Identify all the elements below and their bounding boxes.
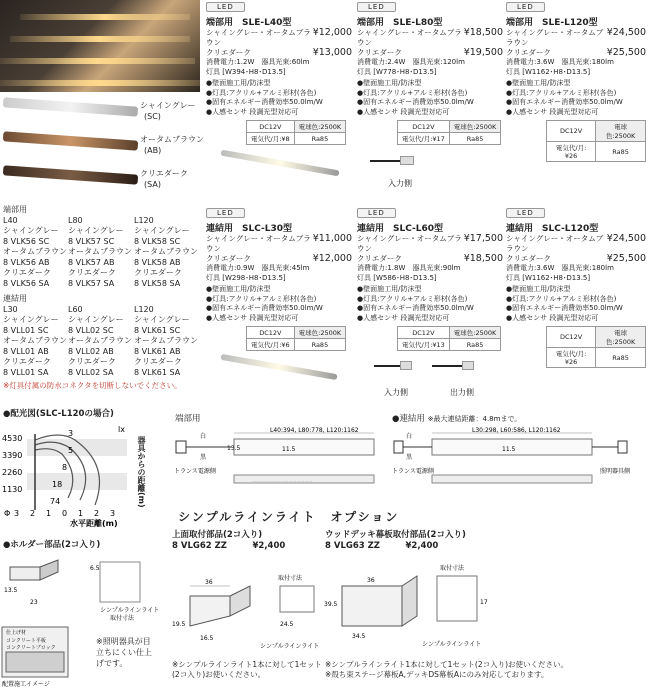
connector-pair-image	[372, 355, 502, 400]
val-4: 74	[50, 497, 61, 506]
product-photo-steps	[0, 0, 200, 92]
val-1: 5	[68, 446, 74, 455]
spec-power: 消費電力:2.4W 器具光束:120lm	[357, 58, 465, 66]
price-label: シャイングレー・オータムブラウン	[206, 28, 311, 47]
y-label-2: 2260	[2, 468, 23, 477]
svg-text:シンプルラインライト: シンプルラインライト	[100, 607, 160, 614]
svg-text:コンクリート平板: コンクリート平板	[6, 638, 46, 644]
svg-text:シンプルラインライト: シンプルラインライト	[260, 643, 320, 650]
product-sle-l40	[206, 2, 352, 145]
led-tag: LED	[357, 2, 396, 12]
led-tag: LED	[506, 208, 545, 218]
price: ¥19,500	[463, 47, 503, 58]
price-label: シャイングレー・オータムブラウン	[357, 28, 462, 47]
led-tag: LED	[206, 208, 245, 218]
top-mount-bracket-drawing	[170, 556, 325, 656]
svg-text:13.5: 13.5	[227, 445, 241, 452]
price-label: クリエダーク	[506, 48, 551, 57]
input-side-label: 入力側	[384, 388, 408, 397]
price: ¥18,500	[463, 253, 503, 264]
svg-text:1: 1	[78, 509, 84, 518]
spec-power: 消費電力:3.6W 器具光束:180lm	[506, 58, 614, 66]
svg-text:3: 3	[110, 509, 116, 518]
product-slc-l30	[206, 208, 352, 351]
output-side-label: 出力側	[450, 388, 474, 397]
price-label: シャイングレー・オータムブラウン	[206, 234, 311, 253]
lux-label: lx	[118, 425, 125, 434]
price-label: クリエダーク	[206, 48, 251, 57]
y-label-1: 3390	[2, 451, 23, 460]
svg-text:16.5: 16.5	[200, 635, 214, 642]
price-label: クリエダーク	[206, 254, 251, 263]
svg-text:36: 36	[367, 577, 375, 584]
strip-sc-image	[3, 97, 138, 116]
product-title: 端部用 SLE-L120型	[506, 18, 598, 28]
svg-text:24.5: 24.5	[280, 621, 294, 628]
strip-light-image-link	[215, 350, 345, 390]
price-label: クリエダーク	[506, 254, 551, 263]
sku-block-l80: L80 シャイングレー 8 VLK57 SC オータムブラウン 8 VLK57 AB クリエダーク 8 VLK57 SA	[68, 215, 132, 288]
y-axis-label: 器具からの距離(m)	[137, 436, 146, 508]
spec-table: DC12V 電球色:2500K 電気代/月:¥6 Ra85	[246, 326, 346, 351]
svg-text:配置施工イメージ: 配置施工イメージ	[2, 681, 50, 688]
spec-size: 灯具 [W1162･H8･D13.5]	[506, 67, 591, 76]
spec-size: 灯具 [W586･H8･D13.5]	[357, 273, 437, 282]
svg-text:取付寸法: 取付寸法	[110, 615, 135, 622]
sku-block-l30: 連結用 L30 シャイングレー 8 VLL01 SC オータムブラウン 8 VLL01 AB クリエダーク 8 VLL01 SA	[3, 294, 67, 377]
svg-text:L30:298, L60:586, L120:1162: L30:298, L60:586, L120:1162	[472, 427, 561, 434]
product-slc-l120	[506, 208, 646, 368]
spec-power: 消費電力:3.6W 器具光束:180lm	[506, 264, 614, 272]
svg-text:19.5: 19.5	[172, 621, 186, 628]
svg-text:黒: 黒	[200, 454, 207, 461]
svg-text:2: 2	[94, 509, 100, 518]
options-header: シンプルラインライト オプション	[178, 510, 400, 524]
svg-text:白: 白	[200, 433, 207, 440]
y-label-3: 1130	[2, 485, 23, 494]
sku-block-l40: 端部用 L40 シャイングレー 8 VLK56 SC オータムブラウン 8 VLK56 AB クリエダーク 8 VLK56 SA	[3, 205, 67, 288]
feature-list: ●壁面施工用/防沫型 ●灯具:アクリル+アルミ形材(各色) ●固有エネルギー消費効率50.0lm/W ●人感センサ 段調光型対応可	[357, 285, 474, 322]
finish-ab: オータムブラウン (AB)	[140, 135, 204, 155]
price-label: シャイングレー・オータムブラウン	[506, 234, 604, 253]
end-dimension-drawing	[172, 425, 387, 495]
feature-list: ●壁面施工用/防沫型 ●灯具:アクリル+アルミ形材(各色) ●固有エネルギー消費効率50.0lm/W ●人感センサ 段調光型対応可	[506, 285, 623, 322]
product-title: 連結用 SLC-L30型	[206, 224, 293, 234]
price: ¥24,500	[606, 27, 646, 38]
option-note-2: ※シンプルラインライト1本に対して1セット(2コ入り)お使いください。 ※殻ち束ステージ幕板A,デッキDS幕板Aにのみ対応しております。	[325, 660, 569, 679]
connector-warning: ※灯具付属の防水コネクタを切断しないでください。	[3, 381, 182, 390]
val-0: 3	[68, 429, 74, 438]
svg-text:取付寸法: 取付寸法	[278, 575, 303, 582]
spec-power: 消費電力:0.9W 器具光束:45lm	[206, 264, 310, 272]
spec-size: 灯具 [W778･H8･D13.5]	[357, 67, 437, 76]
price-label: シャイングレー・オータムブラウン	[357, 234, 462, 253]
svg-text:トランス電源側: トランス電源側	[174, 468, 216, 475]
product-sle-l80	[357, 2, 503, 145]
holder-drawing	[0, 552, 165, 692]
price: ¥25,500	[606, 47, 646, 58]
spec-table: DC12V 電球色:2500K 電気代/月:¥8 Ra85	[246, 120, 346, 145]
spec-table: DC12V 電球色:2500K 電気代/月:¥26 Ra85	[546, 120, 646, 162]
option-item-1: 上面取付部品(2コ入り) 8 VLG62 ZZ ¥2,400	[172, 530, 286, 551]
phi-label: Φ	[4, 509, 11, 518]
led-tag: LED	[506, 2, 545, 12]
svg-text:0: 0	[62, 509, 68, 518]
led-tag: LED	[206, 2, 245, 12]
price: ¥12,000	[312, 27, 352, 38]
finish-sc: シャイングレー (SC)	[140, 101, 196, 121]
svg-text:白: 白	[406, 433, 413, 440]
val-3: 18	[52, 480, 63, 489]
product-sle-l120	[506, 2, 646, 162]
x-axis-label: 水平距離(m)	[70, 519, 118, 528]
price: ¥25,500	[606, 253, 646, 264]
spec-power: 消費電力:1.2W 器具光束:60lm	[206, 58, 310, 66]
price-label: シャイングレー・オータムブラウン	[506, 28, 604, 47]
light-dist-title: ●配光図(SLC-L120の場合)	[3, 409, 114, 419]
svg-text:黒: 黒	[406, 454, 413, 461]
deck-mount-bracket-drawing	[322, 556, 492, 656]
sku-block-l120-link: L120 シャイングレー 8 VLK61 SC オータムブラウン 8 VLK61 AB クリエダーク 8 VLK61 SA	[134, 304, 198, 377]
connector-image	[368, 150, 438, 192]
svg-text:13.5: 13.5	[4, 587, 18, 594]
svg-text:11.5: 11.5	[502, 446, 516, 453]
svg-text:1: 1	[46, 509, 52, 518]
link-diagram-title: ●連結用 ※最大連結距離：4.8mまで。	[392, 414, 522, 424]
svg-text:39.5: 39.5	[324, 601, 338, 608]
product-title: 連結用 SLC-L120型	[506, 224, 599, 234]
end-dims: L40:394, L80:778, L120:1162	[270, 427, 359, 434]
feature-list: ●壁面施工用/防沫型 ●灯具:アクリル+アルミ形材(各色) ●固有エネルギー消費効率50.0lm/W ●人感センサ 段調光型対応可	[357, 79, 474, 116]
price: ¥11,000	[312, 233, 352, 244]
product-title: 端部用 SLE-L80型	[357, 18, 443, 28]
spec-table: DC12V 電球色:2500K 電気代/月:¥13 Ra85	[397, 326, 501, 351]
svg-text:コンクリートブロック: コンクリートブロック	[6, 645, 56, 651]
holder-note: ※照明器具が目立ちにくい仕上げです。	[96, 637, 152, 668]
svg-text:17: 17	[480, 599, 488, 606]
svg-text:トランス電源側: トランス電源側	[392, 468, 434, 475]
y-label-0: 4530	[2, 434, 23, 443]
svg-text:6.5: 6.5	[90, 565, 100, 572]
svg-text:照明器具側: 照明器具側	[600, 468, 631, 475]
led-tag: LED	[357, 208, 396, 218]
svg-text:36: 36	[205, 579, 213, 586]
spec-table: DC12V 電球色:2500K 電気代/月:¥17 Ra85	[397, 120, 501, 145]
holder-title: ●ホルダー部品(2コ入り)	[3, 540, 101, 550]
product-slc-l60	[357, 208, 503, 351]
end-diagram-title: 端部用	[175, 414, 201, 424]
spec-size: 灯具 [W394･H8･D13.5]	[206, 67, 286, 76]
svg-text:11.5: 11.5	[282, 446, 296, 453]
sku-block-l120-end: L120 シャイングレー 8 VLK58 SC オータムブラウン 8 VLK58 AB クリエダーク 8 VLK58 SA	[134, 215, 198, 288]
spec-power: 消費電力:1.8W 器具光束:90lm	[357, 264, 461, 272]
price: ¥18,500	[463, 27, 503, 38]
strip-ab-image	[3, 131, 138, 150]
price: ¥13,000	[312, 47, 352, 58]
price: ¥17,500	[463, 233, 503, 244]
svg-text:2: 2	[30, 509, 36, 518]
product-title: 端部用 SLE-L40型	[206, 18, 292, 28]
svg-text:23: 23	[30, 599, 38, 606]
spec-size: 灯具 [W298･H8･D13.5]	[206, 273, 286, 282]
strip-light-image	[215, 148, 345, 188]
spec-size: 灯具 [W1162･H8･D13.5]	[506, 273, 591, 282]
sku-block-l60: L60 シャイングレー 8 VLL02 SC オータムブラウン 8 VLL02 AB クリエダーク 8 VLL02 SA	[68, 304, 132, 377]
feature-list: ●壁面施工用/防沫型 ●灯具:アクリル+アルミ形材(各色) ●固有エネルギー消費効率50.0lm/W ●人感センサ 段調光型対応可	[206, 79, 323, 116]
strip-sa-image	[3, 165, 138, 184]
svg-text:仕上げ材: 仕上げ材	[6, 630, 27, 636]
svg-text:34.5: 34.5	[352, 633, 366, 640]
finish-sa: クリエダーク (SA)	[140, 169, 188, 189]
svg-text:シンプルラインライト: シンプルラインライト	[422, 641, 482, 648]
option-note-1: ※シンプルラインライト1本に対して1セット(2コ入り)お使いください。	[172, 660, 322, 679]
price: ¥24,500	[606, 233, 646, 244]
svg-text:..............................: ......................................	[252, 478, 313, 484]
price-label: クリエダーク	[357, 254, 402, 263]
link-dimension-drawing	[392, 425, 647, 495]
feature-list: ●壁面施工用/防沫型 ●灯具:アクリル+アルミ形材(各色) ●固有エネルギー消費効率50.0lm/W ●人感センサ 段調光型対応可	[206, 285, 323, 322]
feature-list: ●壁面施工用/防沫型 ●灯具:アクリル+アルミ形材(各色) ●固有エネルギー消費効率50.0lm/W ●人感センサ 段調光型対応可	[506, 79, 623, 116]
input-side-label: 入力側	[388, 179, 412, 188]
price-label: クリエダーク	[357, 48, 402, 57]
spec-table: DC12V 電球色:2500K 電気代/月:¥26 Ra85	[546, 326, 646, 368]
price: ¥12,000	[312, 253, 352, 264]
svg-text:取付寸法: 取付寸法	[440, 565, 465, 572]
option-item-2: ウッドデッキ幕板取付部品(2コ入り) 8 VLG63 ZZ ¥2,400	[325, 530, 466, 551]
svg-text:3: 3	[14, 509, 20, 518]
product-title: 連結用 SLC-L60型	[357, 224, 444, 234]
val-2: 8	[62, 463, 68, 472]
